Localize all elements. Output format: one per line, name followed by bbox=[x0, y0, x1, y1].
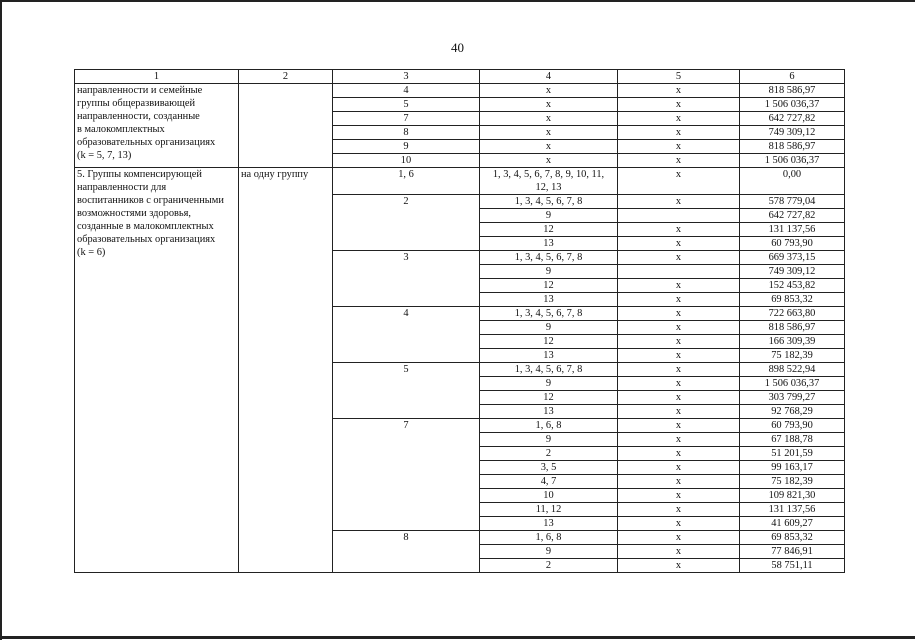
description-line: направленности и семейные bbox=[77, 85, 203, 96]
cell: х bbox=[618, 237, 740, 251]
cell: 1, 3, 4, 5, 6, 7, 8 bbox=[480, 363, 618, 377]
cell: 10 bbox=[480, 489, 618, 503]
cell: 4 bbox=[333, 307, 480, 363]
cell: х bbox=[618, 126, 740, 140]
value-cell: 58 751,11 bbox=[740, 559, 845, 573]
description-line: 5. Группы компенсирующей bbox=[77, 169, 202, 180]
header-cell: 4 bbox=[480, 70, 618, 84]
cell: 9 bbox=[480, 433, 618, 447]
cell: х bbox=[618, 559, 740, 573]
description-line: направленности, созданные bbox=[77, 111, 200, 122]
cell: х bbox=[618, 475, 740, 489]
header-cell: 2 bbox=[239, 70, 333, 84]
value-cell: 69 853,32 bbox=[740, 293, 845, 307]
cell: 13 bbox=[480, 237, 618, 251]
cell: 1, 6, 8 bbox=[480, 531, 618, 545]
description-line: созданные в малокомплектных bbox=[77, 221, 214, 232]
header-cell: 3 bbox=[333, 70, 480, 84]
cell: 4 bbox=[333, 84, 480, 98]
unit-cell bbox=[239, 84, 333, 168]
table-row bbox=[75, 84, 845, 98]
cell: 4, 7 bbox=[480, 475, 618, 489]
value-cell: 818 586,97 bbox=[740, 140, 845, 154]
value-cell: 77 846,91 bbox=[740, 545, 845, 559]
cell: х bbox=[618, 321, 740, 335]
cell: х bbox=[480, 126, 618, 140]
cell: 13 bbox=[480, 517, 618, 531]
group-description bbox=[75, 84, 239, 168]
value-cell: 152 453,82 bbox=[740, 279, 845, 293]
cell: 9 bbox=[480, 265, 618, 279]
cell: х bbox=[618, 293, 740, 307]
cell: 12 bbox=[480, 223, 618, 237]
table-row bbox=[75, 168, 845, 195]
description-line: воспитанников с ограниченными bbox=[77, 195, 224, 206]
cell: 13 bbox=[480, 349, 618, 363]
cell: 5 bbox=[333, 98, 480, 112]
cell: 7 bbox=[333, 112, 480, 126]
cell: 11, 12 bbox=[480, 503, 618, 517]
cell: х bbox=[618, 447, 740, 461]
cell: х bbox=[618, 503, 740, 517]
group-description bbox=[75, 168, 239, 573]
header-cell: 1 bbox=[75, 70, 239, 84]
value-cell: 60 793,90 bbox=[740, 419, 845, 433]
cell: 2 bbox=[333, 195, 480, 251]
value-cell: 818 586,97 bbox=[740, 84, 845, 98]
cell: х bbox=[480, 154, 618, 168]
page-number: 40 bbox=[451, 40, 464, 55]
cell-line: 12, 13 bbox=[535, 182, 562, 193]
value-cell: 642 727,82 bbox=[740, 112, 845, 126]
cell bbox=[618, 265, 740, 279]
cell: х bbox=[480, 98, 618, 112]
cell: 12 bbox=[480, 279, 618, 293]
value-cell: 818 586,97 bbox=[740, 321, 845, 335]
value-cell: 51 201,59 bbox=[740, 447, 845, 461]
cell: х bbox=[618, 279, 740, 293]
cell: х bbox=[618, 461, 740, 475]
value-cell: 1 506 036,37 bbox=[740, 377, 845, 391]
tariff-table bbox=[74, 69, 845, 573]
value-cell: 109 821,30 bbox=[740, 489, 845, 503]
value-cell: 99 163,17 bbox=[740, 461, 845, 475]
cell: 13 bbox=[480, 405, 618, 419]
cell: 1, 6 bbox=[333, 168, 480, 195]
value-cell: 75 182,39 bbox=[740, 349, 845, 363]
description-line: (k = 5, 7, 13) bbox=[77, 150, 132, 161]
cell: 9 bbox=[480, 321, 618, 335]
cell: 7 bbox=[333, 419, 480, 531]
cell: х bbox=[618, 489, 740, 503]
cell: 3, 5 bbox=[480, 461, 618, 475]
description-line: группы общеразвивающей bbox=[77, 98, 196, 109]
cell: х bbox=[618, 517, 740, 531]
value-cell: 92 768,29 bbox=[740, 405, 845, 419]
cell: х bbox=[480, 84, 618, 98]
cell: х bbox=[618, 531, 740, 545]
cell: х bbox=[480, 112, 618, 126]
cell: 9 bbox=[480, 209, 618, 223]
cell: 13 bbox=[480, 293, 618, 307]
cell: 12 bbox=[480, 391, 618, 405]
value-cell: 303 799,27 bbox=[740, 391, 845, 405]
cell: 5 bbox=[333, 363, 480, 419]
cell: х bbox=[618, 307, 740, 321]
cell: 10 bbox=[333, 154, 480, 168]
cell: 8 bbox=[333, 531, 480, 573]
cell: х bbox=[618, 545, 740, 559]
cell bbox=[480, 168, 618, 195]
value-cell: 75 182,39 bbox=[740, 475, 845, 489]
cell: 1, 3, 4, 5, 6, 7, 8 bbox=[480, 195, 618, 209]
cell: 1, 3, 4, 5, 6, 7, 8 bbox=[480, 307, 618, 321]
value-cell: 69 853,32 bbox=[740, 531, 845, 545]
header-cell: 6 bbox=[740, 70, 845, 84]
value-cell: 898 522,94 bbox=[740, 363, 845, 377]
cell: 1, 6, 8 bbox=[480, 419, 618, 433]
value-cell: 578 779,04 bbox=[740, 195, 845, 209]
cell: х bbox=[618, 154, 740, 168]
description-line: в малокомплектных bbox=[77, 124, 165, 135]
header-row bbox=[75, 70, 845, 84]
description-line: образовательных организациях bbox=[77, 234, 216, 245]
cell: х bbox=[618, 419, 740, 433]
cell: х bbox=[618, 391, 740, 405]
value-cell: 749 309,12 bbox=[740, 265, 845, 279]
cell: х bbox=[618, 405, 740, 419]
cell: х bbox=[618, 433, 740, 447]
cell: х bbox=[618, 168, 740, 195]
cell: 2 bbox=[480, 447, 618, 461]
value-cell: 749 309,12 bbox=[740, 126, 845, 140]
value-cell: 166 309,39 bbox=[740, 335, 845, 349]
cell: 8 bbox=[333, 126, 480, 140]
cell: х bbox=[618, 223, 740, 237]
cell: х bbox=[618, 140, 740, 154]
description-line: (k = 6) bbox=[77, 247, 106, 258]
cell: 2 bbox=[480, 559, 618, 573]
cell: х bbox=[618, 98, 740, 112]
unit-cell: на одну группу bbox=[239, 168, 333, 573]
cell: 3 bbox=[333, 251, 480, 307]
cell: х bbox=[618, 363, 740, 377]
value-cell: 60 793,90 bbox=[740, 237, 845, 251]
value-cell: 0,00 bbox=[740, 168, 845, 195]
value-cell: 41 609,27 bbox=[740, 517, 845, 531]
description-line: образовательных организациях bbox=[77, 137, 216, 148]
cell: 1, 3, 4, 5, 6, 7, 8 bbox=[480, 251, 618, 265]
cell: х bbox=[480, 140, 618, 154]
cell: х bbox=[618, 195, 740, 209]
cell: х bbox=[618, 349, 740, 363]
value-cell: 1 506 036,37 bbox=[740, 98, 845, 112]
scan-border-bottom bbox=[0, 636, 915, 639]
header-cell: 5 bbox=[618, 70, 740, 84]
value-cell: 131 137,56 bbox=[740, 223, 845, 237]
value-cell: 722 663,80 bbox=[740, 307, 845, 321]
value-cell: 131 137,56 bbox=[740, 503, 845, 517]
cell bbox=[618, 209, 740, 223]
scan-border-left bbox=[0, 0, 2, 640]
cell: х bbox=[618, 335, 740, 349]
description-line: направленности для bbox=[77, 182, 167, 193]
cell: х bbox=[618, 251, 740, 265]
cell-line: 1, 3, 4, 5, 6, 7, 8, 9, 10, 11, bbox=[492, 169, 605, 180]
description-line: возможностями здоровья, bbox=[77, 208, 192, 219]
value-cell: 67 188,78 bbox=[740, 433, 845, 447]
cell: х bbox=[618, 377, 740, 391]
cell: 12 bbox=[480, 335, 618, 349]
cell: 9 bbox=[333, 140, 480, 154]
cell: х bbox=[618, 84, 740, 98]
cell: х bbox=[618, 112, 740, 126]
cell: 9 bbox=[480, 545, 618, 559]
value-cell: 669 373,15 bbox=[740, 251, 845, 265]
value-cell: 1 506 036,37 bbox=[740, 154, 845, 168]
scan-border-top bbox=[0, 0, 915, 2]
value-cell: 642 727,82 bbox=[740, 209, 845, 223]
cell: 9 bbox=[480, 377, 618, 391]
